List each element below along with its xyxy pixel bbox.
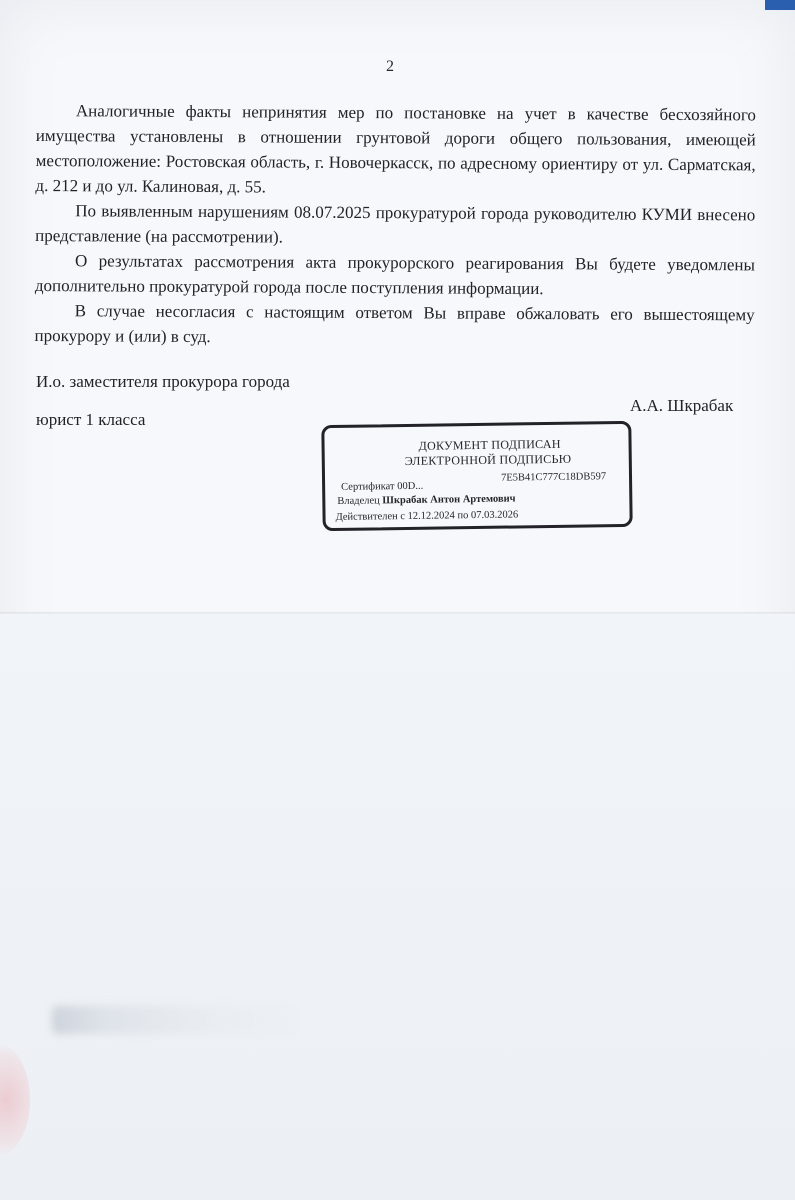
background-object [765,0,795,10]
page-number: 2 [386,58,394,75]
letter-body [34,98,756,352]
stamp-owner-name: Шкрабак Антон Артемович [382,493,516,507]
paragraph-ownerless-property: Аналогичные факты непринятия мер по постановке на учет в качестве бесхозяйного имущества установлены в отношении грунтовой дороги общего пользования, имеющей местоположение: Ростовская область, г. Новочеркасск, по адресному ориентиру от ул. Сарматская, д. 212 и до ул. Калиновая, д. 55. [35,101,756,197]
stamp-heading-line1: ДОКУМЕНТ ПОДПИСАН [418,436,561,453]
signer-rank: юрист 1 класса [36,410,146,429]
stamp-owner [337,493,515,506]
redacted-area [52,1006,302,1034]
stamp-validity: Действителен с 12.12.2024 по 07.03.2026 [335,509,519,523]
sheet-lower-half [0,614,795,1200]
signer-title: И.о. заместителя прокурора города [36,372,290,391]
paragraph-appeal: В случае несогласия с настоящим ответом Вы вправе обжаловать его вышестоящему прокурору и (или) в суд. [34,301,755,347]
stamp-certificate-label: Сертификат 00D... [341,480,424,493]
stamp-certificate-hash: 7E5B41C777C18DB597 [500,471,607,484]
electronic-signature-stamp [321,421,632,531]
paragraph-violations: По выявленным нарушениям 08.07.2025 прокуратурой города руководителю КУМИ внесено представление (на рассмотрении). [35,201,756,247]
signer-name: А.А. Шкрабак [630,396,734,415]
stamp-owner-label: Владелец [337,495,380,507]
stamp-heading-line2: ЭЛЕКТРОННОЙ ПОДПИСЬЮ [404,451,572,469]
paragraph-results: О результатах рассмотрения акта прокурорского реагирования Вы будете уведомлены дополнительно прокуратурой города после поступления информации. [34,251,756,299]
